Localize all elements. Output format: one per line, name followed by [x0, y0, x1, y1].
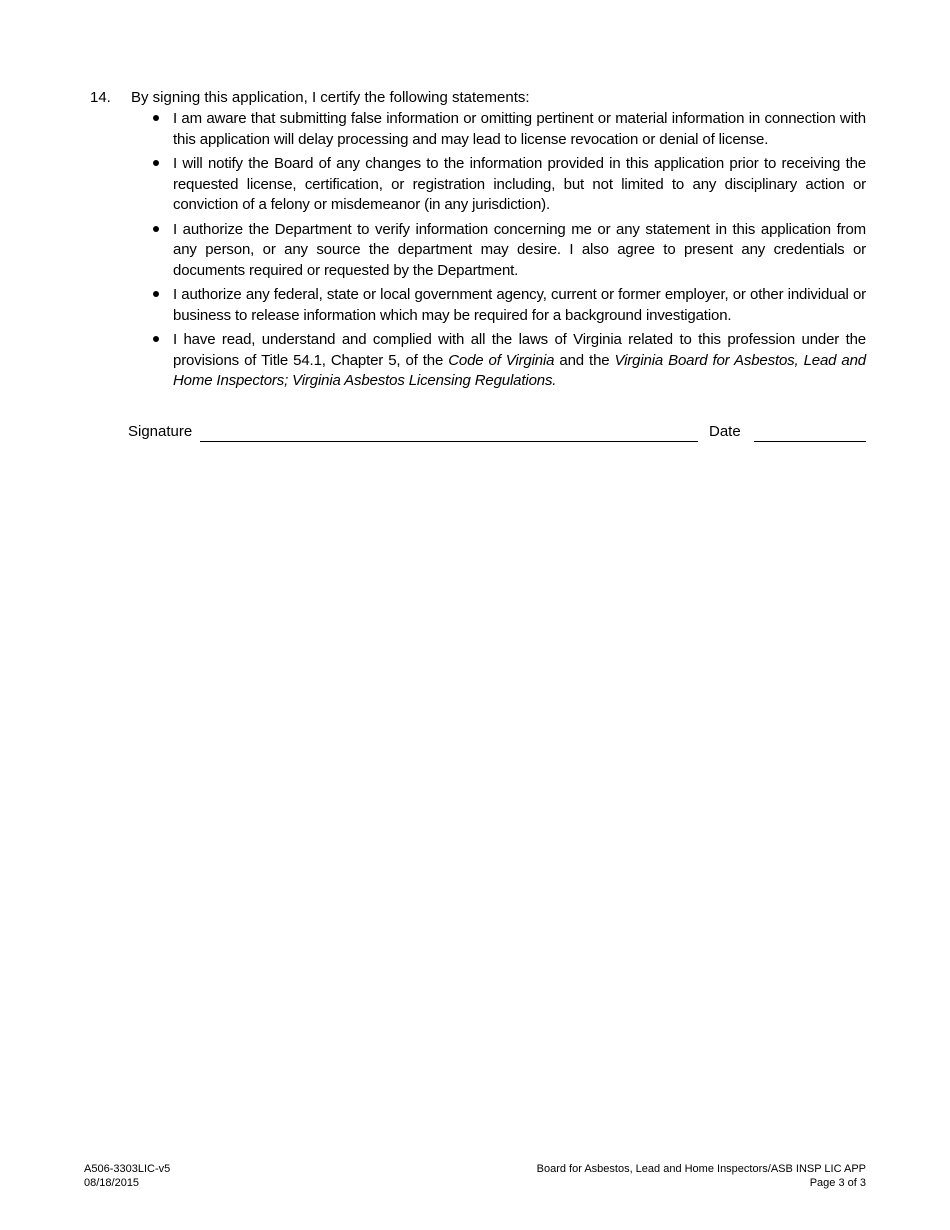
- statement-text: [173, 331, 866, 389]
- statement-item: [150, 109, 866, 150]
- statement-text-part: and the: [554, 351, 615, 369]
- statement-item: [150, 330, 866, 392]
- certification-statements: [150, 109, 866, 396]
- statement-item: [150, 285, 866, 326]
- signature-row: [128, 422, 866, 446]
- board-title: Board for Asbestos, Lead and Home Inspectors/ASB INSP LIC APP: [536, 1163, 866, 1175]
- form-code: A506-3303LIC-v5: [84, 1163, 171, 1175]
- regulations-title: Virginia Board for Asbestos, Lead and Home Inspectors; Virginia Asbestos Licensing Regulations.: [173, 351, 866, 389]
- form-date: 08/18/2015: [84, 1177, 140, 1189]
- bullet-icon: [153, 336, 159, 342]
- bullet-icon: [153, 115, 159, 121]
- date-label: Date: [709, 423, 741, 440]
- statement-item: [150, 154, 866, 216]
- signature-label: Signature: [128, 423, 193, 440]
- statement-text: I am aware that submitting false information or omitting pertinent or material information in connection with this application will delay processing and may lead to license revocation or denial of license.: [173, 110, 866, 148]
- footer-right: [537, 1162, 866, 1190]
- statement-text: I will notify the Board of any changes to the information provided in this application prior to receiving the requested license, certification, or registration including, but not limited to any disciplinary action or conviction of a felony or misdemeanor (in any jurisdiction).: [173, 155, 866, 213]
- bullet-icon: [153, 160, 159, 166]
- item-intro: By signing this application, I certify the following statements:: [131, 89, 530, 106]
- code-of-virginia-title: Code of Virginia: [448, 351, 555, 369]
- statement-text-part: I have read, understand and complied with all the laws of Virginia related to this profession under the provisions of Title 54.1, Chapter 5, of the: [173, 331, 866, 369]
- bullet-icon: [153, 226, 159, 232]
- date-field[interactable]: [754, 441, 866, 442]
- page-number: Page 3 of 3: [809, 1177, 866, 1189]
- statement-text: I authorize the Department to verify information concerning me or any statement in this application from any person, or any source the department may desire. I also agree to present any credentials or documents required or requested by the Department.: [173, 220, 866, 279]
- statement-item: [150, 220, 866, 282]
- signature-field[interactable]: [200, 441, 698, 442]
- bullet-icon: [153, 291, 159, 297]
- item-number: 14.: [90, 89, 111, 106]
- statement-text: I authorize any federal, state or local government agency, current or former employer, or other individual or business to release information which may be required for a background investigation.: [173, 286, 866, 324]
- footer-left: [84, 1162, 170, 1190]
